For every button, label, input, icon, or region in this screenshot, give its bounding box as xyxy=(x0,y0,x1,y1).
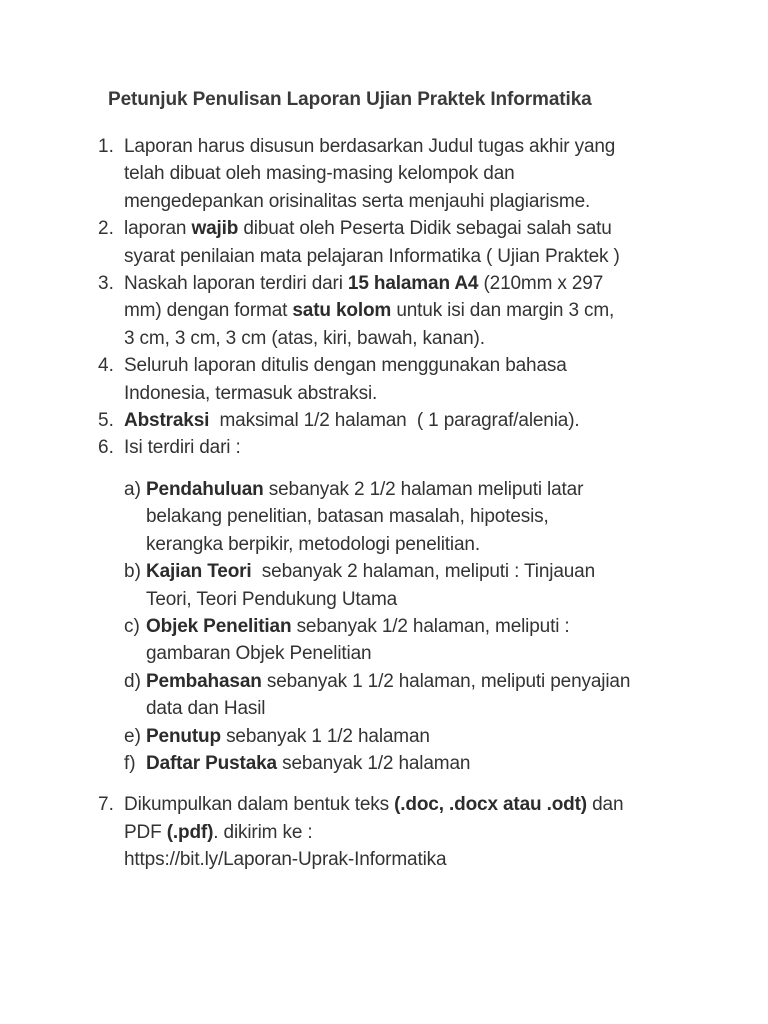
item-bold-text: wajib xyxy=(191,218,239,240)
item-text-line: Teori, Teori Pendukung Utama xyxy=(146,588,398,610)
item-text: (210mm x 297 xyxy=(478,273,604,295)
item-number: 3. xyxy=(98,273,114,295)
item-text-line: kerangka berpikir, metodologi penelitian. xyxy=(146,533,480,555)
item-text-line: Seluruh laporan ditulis dengan menggunakan bahasa xyxy=(124,355,567,377)
item-text: sebanyak 1/2 halaman, meliputi : xyxy=(291,615,570,637)
item-text-line: belakang penelitian, batasan masalah, hipotesis, xyxy=(146,506,549,528)
item-text: dibuat oleh Peserta Didik sebagai salah satu xyxy=(238,218,612,240)
item-text: untuk isi dan margin 3 cm, xyxy=(391,300,615,322)
sublist-item-f xyxy=(124,750,728,777)
list-item-7 xyxy=(98,791,728,873)
item-text-line: telah dibuat oleh masing-masing kelompok dan xyxy=(124,163,515,185)
item-text-line: Laporan harus disusun berdasarkan Judul tugas akhir yang xyxy=(124,136,616,157)
item-text-line: syarat penilaian mata pelajaran Informatika ( Ujian Praktek ) xyxy=(124,245,620,267)
item-number: 5. xyxy=(98,410,114,432)
list-item-3 xyxy=(98,270,728,352)
item-text: dan xyxy=(586,794,624,816)
item-text-line: mengedepankan orisinalitas serta menjauhi plagiarisme. xyxy=(124,190,591,212)
item-text: sebanyak 2 halaman, meliputi : Tinjauan xyxy=(251,561,595,583)
item-text: Naskah laporan terdiri dari xyxy=(124,273,348,295)
item-text: sebanyak 2 1/2 halaman meliputi latar xyxy=(263,478,584,500)
sublist-item-e xyxy=(124,723,728,750)
sublist-item-b xyxy=(124,558,728,613)
item-bold-text: Objek Penelitian xyxy=(146,615,292,637)
sublist-letter: e) xyxy=(124,725,141,747)
item-bold-text: Pembahasan xyxy=(146,670,262,692)
item-text: sebanyak 1 1/2 halaman, meliputi penyajian xyxy=(261,670,631,692)
item-bold-text: (.pdf) xyxy=(166,821,214,843)
item-text: laporan xyxy=(124,218,192,240)
list-item-1 xyxy=(98,133,728,215)
sublist-item-c xyxy=(124,613,728,668)
item-bold-text: Daftar Pustaka xyxy=(146,752,277,774)
item-bold-text: 15 halaman A4 xyxy=(347,273,479,295)
item-number: 4. xyxy=(98,355,114,377)
sublist-item-a xyxy=(124,476,728,558)
item-text-line: data dan Hasil xyxy=(146,698,266,720)
sublist-letter: b) xyxy=(124,561,141,583)
item-number: 7. xyxy=(98,794,114,816)
sublist-letter: c) xyxy=(124,615,140,637)
sublist-item-d xyxy=(124,668,728,723)
sublist-letter: a) xyxy=(124,478,141,500)
item-number: 6. xyxy=(98,437,114,459)
item-bold-text: satu kolom xyxy=(292,300,392,322)
page-title: Petunjuk Penulisan Laporan Ujian Praktek Informatika xyxy=(108,89,592,110)
submission-link: https://bit.ly/Laporan-Uprak-Informatika xyxy=(124,849,447,871)
item-text: mm) dengan format xyxy=(124,300,293,322)
item-text: maksimal 1/2 halaman ( 1 paragraf/alenia). xyxy=(209,410,580,432)
sublist-letter: d) xyxy=(124,670,141,692)
item-text: Dikumpulkan dalam bentuk teks xyxy=(124,794,395,816)
item-text-line: 3 cm, 3 cm, 3 cm (atas, kiri, bawah, kanan). xyxy=(124,327,485,349)
sublist-letter: f) xyxy=(124,752,136,774)
item-text: sebanyak 1 1/2 halaman xyxy=(220,725,430,747)
item-bold-text: Penutup xyxy=(146,725,221,747)
item-text: sebanyak 1/2 halaman xyxy=(276,752,471,774)
item-text: PDF xyxy=(124,821,167,843)
item-text-line: Indonesia, termasuk abstraksi. xyxy=(124,382,378,404)
item-bold-text: Abstraksi xyxy=(124,410,210,432)
item-text-line: gambaran Objek Penelitian xyxy=(146,643,372,665)
instruction-list xyxy=(98,133,728,874)
item-bold-text: Pendahuluan xyxy=(146,478,264,500)
item-bold-text: (.doc, .docx atau .odt) xyxy=(394,794,587,816)
item-bold-text: Kajian Teori xyxy=(146,561,252,583)
item-text: . dikirim ke : xyxy=(213,821,313,843)
list-item-5 xyxy=(98,407,728,434)
item-number: 1. xyxy=(98,136,114,157)
item-text-line: Isi terdiri dari : xyxy=(124,437,241,459)
item-number: 2. xyxy=(98,218,114,240)
list-item-6 xyxy=(98,434,728,461)
list-item-4 xyxy=(98,352,728,407)
list-item-2 xyxy=(98,215,728,270)
content-sublist xyxy=(124,476,728,777)
